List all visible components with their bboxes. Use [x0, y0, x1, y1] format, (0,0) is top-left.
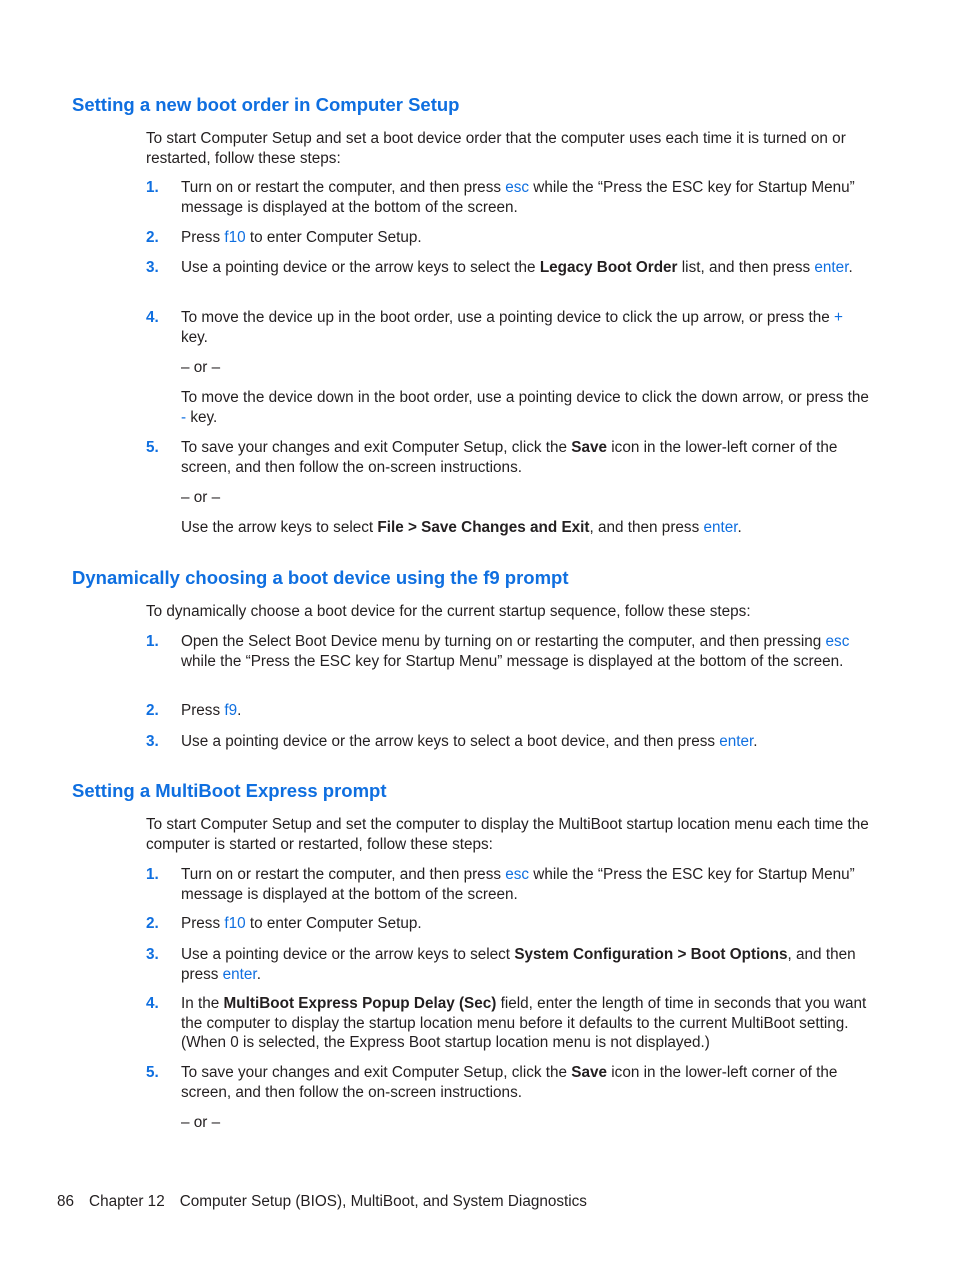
- list-item: 1. Turn on or restart the computer, and then press esc while the “Press the ESC key for Startup Menu” message is displayed at the bottom of the screen.: [146, 866, 855, 903]
- key-label: enter: [703, 519, 738, 536]
- ui-term: System Configuration > Boot Options: [514, 946, 788, 963]
- ui-term: Legacy Boot Order: [539, 259, 678, 276]
- chapter-label: Chapter 12: [89, 1193, 165, 1210]
- key-label: +: [834, 309, 843, 326]
- step-number: 1.: [146, 179, 159, 196]
- list-item: 2. Press f10 to enter Computer Setup.: [146, 915, 422, 932]
- intro-paragraph: To start Computer Setup and set the computer to display the MultiBoot startup location menu each time the computer is started or restarted, follow these steps:: [146, 816, 869, 853]
- section-heading: Setting a new boot order in Computer Setup: [72, 94, 460, 115]
- key-label: f10: [224, 915, 246, 932]
- step-number: 2.: [146, 702, 159, 719]
- list-item: 3. Use a pointing device or the arrow keys to select a boot device, and then press enter.: [146, 733, 758, 750]
- step-number: 4.: [146, 995, 159, 1012]
- or-separator: – or –: [181, 1114, 221, 1131]
- key-label: f9: [224, 702, 238, 719]
- list-item: 4. To move the device up in the boot order, use a pointing device to click the up arrow, or press the + key.: [146, 309, 843, 346]
- step-number: 1.: [146, 866, 159, 883]
- list-item: 3. Use a pointing device or the arrow keys to select the Legacy Boot Order list, and then press enter.: [146, 259, 853, 276]
- chapter-title: Computer Setup (BIOS), MultiBoot, and System Diagnostics: [179, 1193, 587, 1210]
- list-item: 2. Press f10 to enter Computer Setup.: [146, 229, 422, 246]
- key-label: esc: [505, 866, 530, 883]
- list-item: 2. Press f9.: [146, 702, 242, 719]
- list-item: 5. To save your changes and exit Computer Setup, click the Save icon in the lower-left corner of the screen, and then follow the on-screen instructions.: [146, 1064, 838, 1101]
- step-number: 3.: [146, 259, 159, 276]
- section-heading: Setting a MultiBoot Express prompt: [72, 780, 387, 801]
- section-heading: Dynamically choosing a boot device using the f9 prompt: [72, 567, 569, 588]
- alternative-paragraph: To move the device down in the boot order, use a pointing device to click the down arrow, or press the - key.: [181, 389, 869, 426]
- alternative-paragraph: Use the arrow keys to select File > Save Changes and Exit, and then press enter.: [181, 519, 742, 536]
- ui-term: Save: [571, 439, 608, 456]
- list-item: 4. In the MultiBoot Express Popup Delay (Sec) field, enter the length of time in seconds that you want the computer to display the startup location menu before it defaults to the current MultiBoot setting. (When 0 is selected, the Express Boot startup location menu is not displayed.): [146, 995, 867, 1052]
- key-label: esc: [825, 633, 850, 650]
- ui-term: MultiBoot Express Popup Delay (Sec): [223, 995, 497, 1012]
- key-label: -: [181, 408, 187, 426]
- step-number: 5.: [146, 439, 159, 456]
- key-label: f10: [224, 229, 246, 246]
- or-separator: – or –: [181, 359, 221, 376]
- key-label: enter: [814, 259, 849, 276]
- key-label: esc: [505, 179, 530, 196]
- ui-term: Save: [571, 1064, 608, 1081]
- list-item: 1. Turn on or restart the computer, and then press esc while the “Press the ESC key for Startup Menu” message is displayed at the bottom of the screen.: [146, 179, 855, 216]
- step-number: 3.: [146, 733, 159, 750]
- step-number: 1.: [146, 633, 159, 650]
- step-number: 2.: [146, 915, 159, 932]
- intro-paragraph: To dynamically choose a boot device for the current startup sequence, follow these steps:: [146, 603, 751, 620]
- page-footer: [57, 1192, 602, 1212]
- step-number: 5.: [146, 1064, 159, 1081]
- step-number: 3.: [146, 946, 159, 963]
- intro-paragraph: To start Computer Setup and set a boot device order that the computer uses each time it is turned on or restarted, follow these steps:: [146, 130, 846, 167]
- key-label: enter: [222, 965, 257, 983]
- page-number: 86: [57, 1193, 75, 1210]
- list-item: 3. Use a pointing device or the arrow keys to select System Configuration > Boot Options, and then press enter.: [146, 946, 856, 983]
- list-item: 5. To save your changes and exit Computer Setup, click the Save icon in the lower-left corner of the screen, and then follow the on-screen instructions.: [146, 439, 838, 476]
- or-separator: – or –: [181, 489, 221, 506]
- list-item: 1. Open the Select Boot Device menu by turning on or restarting the computer, and then pressing esc while the “Press the ESC key for Startup Menu” message is displayed at the bottom of the screen.: [146, 633, 850, 670]
- step-number: 2.: [146, 229, 159, 246]
- step-number: 4.: [146, 309, 159, 326]
- ui-term: File > Save Changes and Exit: [377, 519, 590, 536]
- key-label: enter: [719, 733, 754, 750]
